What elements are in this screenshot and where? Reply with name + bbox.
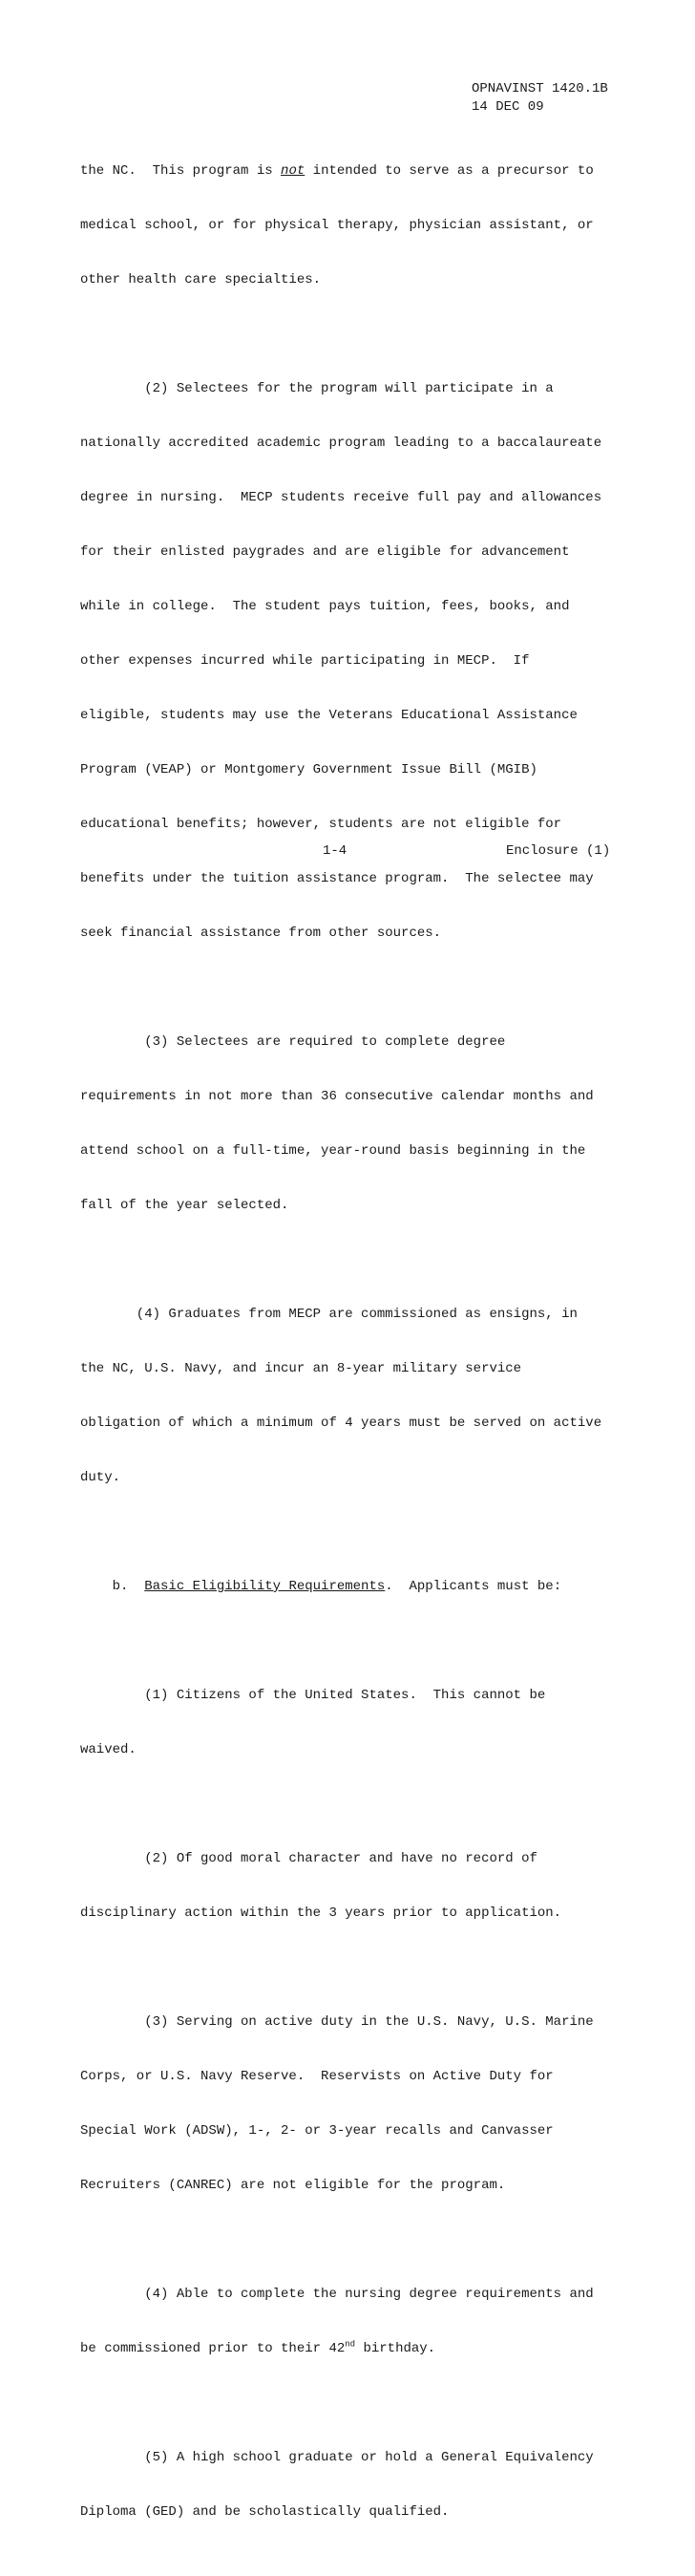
paragraph-3-degree-requirements: (3) Selectees are required to complete degree requirements in not more than 36 consecutive calendar months and attend school on a full-time, year-round basis beginning in the fall of the year selected. bbox=[80, 1034, 594, 1213]
eligibility-item-4: (4) Able to complete the nursing degree requirements and be commissioned prior to their 42nd birthday. bbox=[80, 2287, 594, 2356]
document-date: 14 DEC 09 bbox=[472, 99, 544, 115]
emphasis-not: not bbox=[281, 163, 305, 179]
paragraph-nc-continuation: the NC. This program is not intended to serve as a precursor to medical school, or for physical therapy, physician assistant, or other health care specialties. bbox=[80, 163, 594, 287]
eligibility-item-1: (1) Citizens of the United States. This cannot be waived. bbox=[80, 1688, 546, 1757]
section-b-eligibility: b. Basic Eligibility Requirements. Applicants must be: bbox=[80, 1579, 562, 1594]
document-header bbox=[472, 80, 608, 117]
paragraph-4-graduates: (4) Graduates from MECP are commissioned as ensigns, in the NC, U.S. Navy, and incur an 8-year military service obligation of which a minimum of 4 years must be served on active duty. bbox=[80, 1307, 602, 1485]
section-heading: Basic Eligibility Requirements bbox=[144, 1579, 386, 1594]
instruction-number: OPNAVINST 1420.1B bbox=[472, 81, 608, 96]
eligibility-item-5: (5) A high school graduate or hold a General Equivalency Diploma (GED) and be scholastically qualified. bbox=[80, 2450, 594, 2520]
ordinal-superscript: nd bbox=[345, 2339, 356, 2350]
paragraph-2-selectees-program: (2) Selectees for the program will participate in a nationally accredited academic program leading to a baccalaureate degree in nursing. MECP students receive full pay and allowances for their enlisted paygrades and are eligible for advancement while in college. The student pays tuition, fees, books, and other expenses incurred while participating in MECP. If eligible, students may use the Veterans Educational Assistance Program (VEAP) or Montgomery Government Issue Bill (MGIB) educational benefits; however, students are not eligible for benefits under the tuition assistance program. The selectee may seek financial assistance from other sources. bbox=[80, 381, 602, 941]
eligibility-item-2: (2) Of good moral character and have no record of disciplinary action within the 3 years prior to application. bbox=[80, 1851, 562, 1921]
enclosure-label: Enclosure (1) bbox=[506, 843, 611, 859]
page-number: 1-4 bbox=[323, 843, 348, 859]
eligibility-item-3: (3) Serving on active duty in the U.S. Navy, U.S. Marine Corps, or U.S. Navy Reserve. Reservists on Active Duty for Special Work (ADSW), 1-, 2- or 3-year recalls and Canvasser Recruiters (CANREC) are not eligible for the program. bbox=[80, 2014, 594, 2193]
document-body bbox=[80, 126, 619, 2576]
